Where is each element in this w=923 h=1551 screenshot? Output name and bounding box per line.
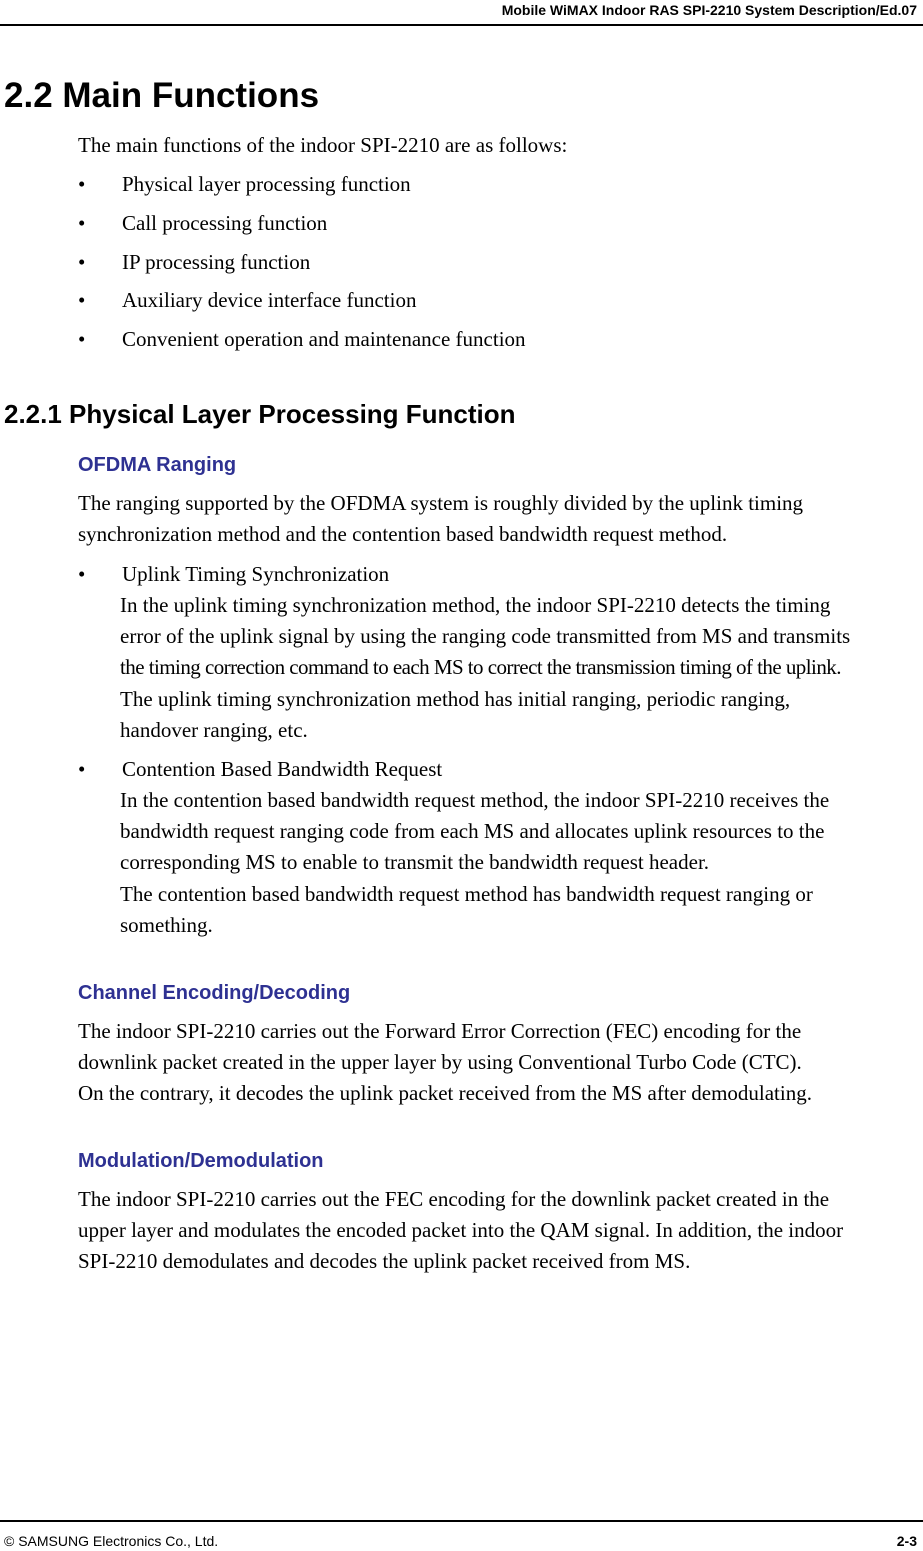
ofdma-item-line: something. bbox=[120, 913, 213, 937]
ofdma-item-title: Uplink Timing Synchronization bbox=[122, 562, 390, 586]
ofdma-intro-line: The ranging supported by the OFDMA system is roughly divided by the uplink timing bbox=[78, 491, 804, 515]
header-rule bbox=[0, 24, 923, 26]
ofdma-heading: OFDMA Ranging bbox=[78, 454, 237, 476]
bullet-symbol: • bbox=[78, 757, 86, 781]
bullet-symbol: • bbox=[78, 211, 86, 235]
footer-rule bbox=[0, 1520, 923, 1522]
channel-line: downlink packet created in the upper layer by using Conventional Turbo Code (CTC). bbox=[78, 1050, 802, 1074]
page-number: 2-3 bbox=[896, 1533, 917, 1549]
section-intro: The main functions of the indoor SPI-2210 are as follows: bbox=[78, 133, 568, 157]
modulation-line: upper layer and modulates the encoded packet into the QAM signal. In addition, the indoor bbox=[78, 1218, 844, 1242]
list-item: Convenient operation and maintenance function bbox=[122, 327, 526, 351]
ofdma-item-line: corresponding MS to enable to transmit the bandwidth request header. bbox=[120, 850, 710, 874]
bullet-symbol: • bbox=[78, 562, 86, 586]
channel-line: On the contrary, it decodes the uplink packet received from the MS after demodulating. bbox=[78, 1081, 812, 1105]
bullet-symbol: • bbox=[78, 327, 86, 351]
ofdma-item-line: the timing correction command to each MS to correct the transmission timing of the uplink. bbox=[120, 655, 841, 679]
ofdma-item-title: Contention Based Bandwidth Request bbox=[122, 757, 443, 781]
ofdma-item-line: The uplink timing synchronization method has initial ranging, periodic ranging, bbox=[120, 687, 791, 711]
ofdma-item-line: In the contention based bandwidth request method, the indoor SPI-2210 receives the bbox=[120, 788, 830, 812]
list-item: Auxiliary device interface function bbox=[122, 288, 417, 312]
bullet-symbol: • bbox=[78, 172, 86, 196]
ofdma-item-line: handover ranging, etc. bbox=[120, 718, 308, 742]
ofdma-item-line: bandwidth request ranging code from each MS and allocates uplink resources to the bbox=[120, 819, 825, 843]
subsection-title: 2.2.1 Physical Layer Processing Function bbox=[4, 399, 516, 429]
ofdma-item-line: The contention based bandwidth request method has bandwidth request ranging or bbox=[120, 882, 813, 906]
ofdma-item-line: error of the uplink signal by using the ranging code transmitted from MS and transmits bbox=[120, 624, 851, 648]
list-item: Call processing function bbox=[122, 211, 328, 235]
footer-copyright: © SAMSUNG Electronics Co., Ltd. bbox=[4, 1533, 219, 1549]
list-item: IP processing function bbox=[122, 250, 311, 274]
running-header: Mobile WiMAX Indoor RAS SPI-2210 System Description/Ed.07 bbox=[501, 2, 917, 18]
list-item: Physical layer processing function bbox=[122, 172, 411, 196]
modulation-line: SPI-2210 demodulates and decodes the uplink packet received from MS. bbox=[78, 1249, 691, 1273]
section-title: 2.2 Main Functions bbox=[4, 76, 320, 115]
bullet-symbol: • bbox=[78, 288, 86, 312]
ofdma-intro-line: synchronization method and the contention based bandwidth request method. bbox=[78, 522, 728, 546]
channel-line: The indoor SPI-2210 carries out the Forward Error Correction (FEC) encoding for the bbox=[78, 1019, 802, 1043]
modulation-heading: Modulation/Demodulation bbox=[78, 1150, 324, 1172]
bullet-symbol: • bbox=[78, 250, 86, 274]
channel-heading: Channel Encoding/Decoding bbox=[78, 982, 351, 1004]
modulation-line: The indoor SPI-2210 carries out the FEC encoding for the downlink packet created in the bbox=[78, 1187, 830, 1211]
ofdma-item-line: In the uplink timing synchronization method, the indoor SPI-2210 detects the timing bbox=[120, 593, 831, 617]
